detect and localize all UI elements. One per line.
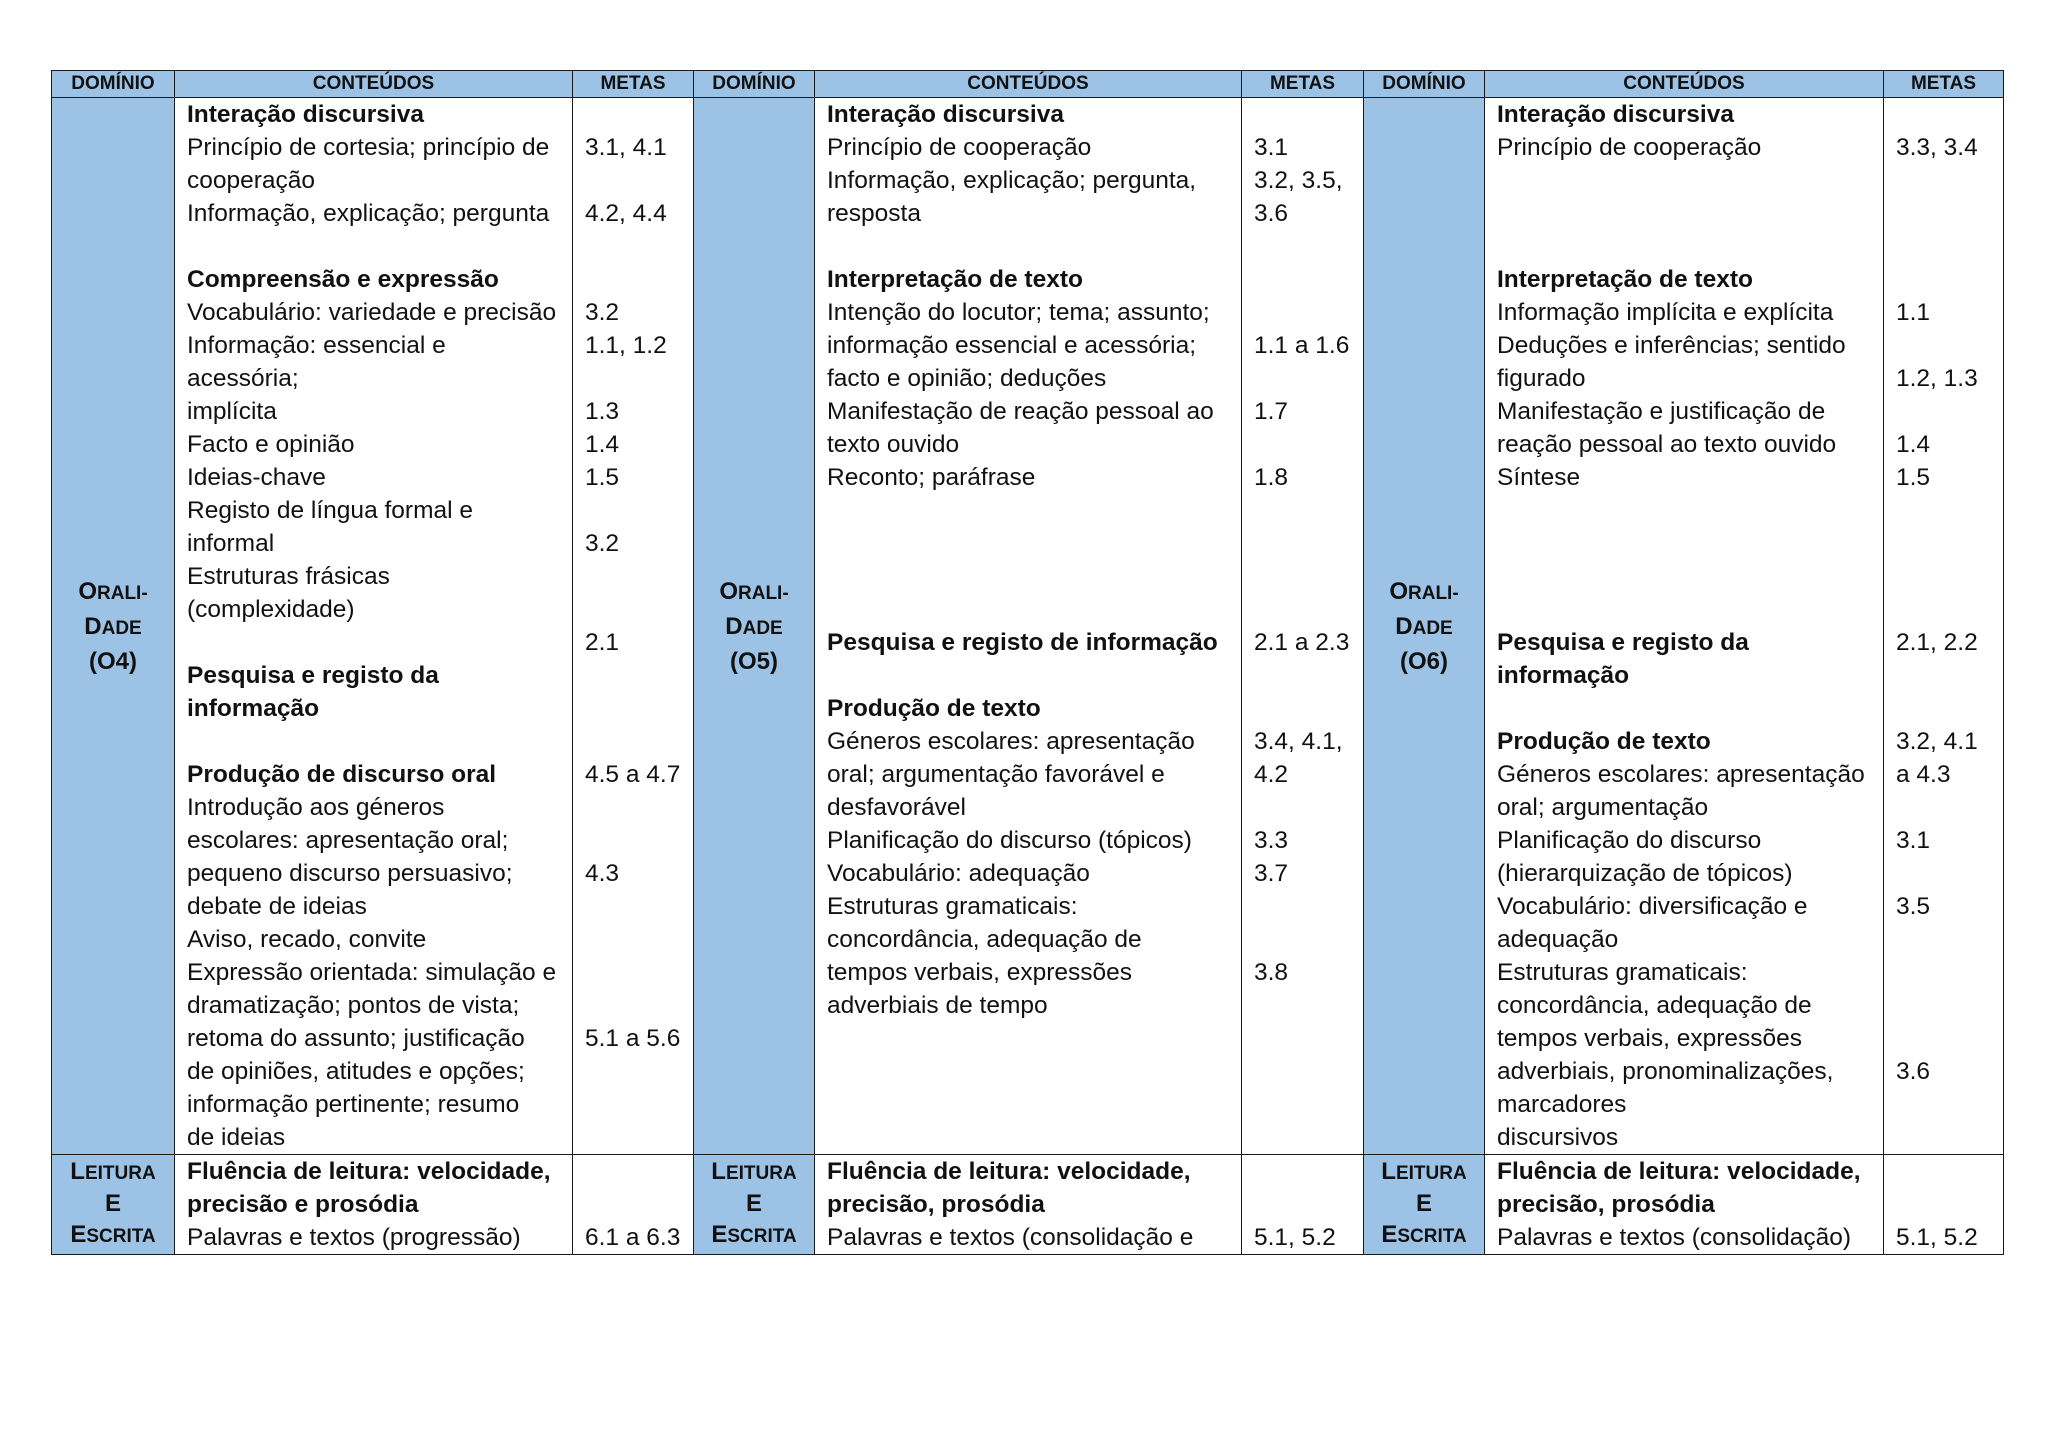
content-line: Princípio de cooperação	[1497, 134, 1762, 161]
content-line: Registo de língua formal e	[187, 497, 473, 524]
content-line: Facto e opinião	[187, 431, 355, 458]
meta-value: 1.3	[585, 398, 620, 425]
meta-value	[585, 923, 685, 956]
meta-value	[1254, 659, 1355, 692]
contents-oralidade-o6	[1485, 98, 1884, 1155]
meta-value: 6.1 a 6.3	[585, 1224, 681, 1251]
meta-value: 3.1	[1254, 134, 1289, 161]
meta-value	[1896, 659, 1995, 692]
content-line: Ideias-chave	[187, 464, 326, 491]
content-line: oral; argumentação favorável e	[827, 761, 1165, 788]
content-line: Palavras e textos (progressão)	[187, 1224, 521, 1251]
domain-label-line: LEITURA	[711, 1158, 797, 1185]
content-line: figurado	[1497, 365, 1586, 392]
content-line: resposta	[827, 200, 921, 227]
domain-label-line: ORALI-	[1389, 577, 1459, 605]
content-line: Vocabulário: adequação	[827, 860, 1090, 887]
header-dominio: DOMÍNIO	[694, 71, 815, 98]
meta-value: 4.2, 4.4	[585, 200, 667, 227]
meta-value: 3.2, 3.5,	[1254, 167, 1343, 194]
section-heading: Interpretação de texto	[1497, 266, 1753, 293]
domain-label-line: ESCRITA	[70, 1221, 156, 1248]
content-line: Vocabulário: variedade e precisão	[187, 299, 557, 326]
section-heading: Produção de texto	[1497, 728, 1711, 755]
content-line: Deduções e inferências; sentido	[1497, 332, 1846, 359]
meta-value	[1254, 593, 1355, 626]
header-row	[52, 71, 2004, 98]
metas-leitura-1	[573, 1155, 694, 1255]
content-line: Síntese	[1497, 464, 1581, 491]
content-line: Palavras e textos (consolidação)	[1497, 1224, 1852, 1251]
domain-label-line: DADE	[84, 612, 142, 640]
meta-value	[1896, 494, 1995, 527]
meta-value	[1896, 1022, 1995, 1055]
content-line	[1497, 692, 1875, 725]
meta-value	[1254, 527, 1355, 560]
contents-oralidade-o4	[175, 98, 573, 1155]
domain-label-line: LEITURA	[1381, 1158, 1467, 1185]
metas-oralidade-o5	[1242, 98, 1364, 1155]
content-line: escolares: apresentação oral;	[187, 827, 509, 854]
content-line: Informação: essencial e acessória;	[187, 332, 453, 392]
meta-value: 1.8	[1254, 464, 1289, 491]
section-heading: Pesquisa e registo de informação	[827, 629, 1218, 656]
header-dominio: DOMÍNIO	[52, 71, 175, 98]
meta-value	[585, 659, 685, 692]
content-line	[1497, 230, 1875, 263]
domain-label-line: DADE	[1395, 612, 1453, 640]
content-line: de opiniões, atitudes e opções;	[187, 1058, 525, 1085]
section-heading: Interação discursiva	[827, 101, 1064, 128]
meta-value	[585, 362, 685, 395]
section-heading: Pesquisa e registo da informação	[187, 662, 446, 722]
section-heading: Fluência de leitura: velocidade,	[187, 1158, 551, 1185]
meta-value: 2.1, 2.2	[1896, 629, 1978, 656]
content-line: informação pertinente; resumo	[187, 1091, 520, 1118]
section-heading: Interpretação de texto	[827, 266, 1083, 293]
meta-value: 1.5	[1896, 464, 1931, 491]
meta-value	[1896, 593, 1995, 626]
content-line: Expressão orientada: simulação e	[187, 959, 557, 986]
meta-value: 4.3	[585, 860, 620, 887]
curriculum-table	[51, 70, 2004, 1255]
domain-label-line: ESCRITA	[711, 1221, 797, 1248]
contents-leitura-1	[175, 1155, 573, 1255]
meta-value: 3.8	[1254, 959, 1289, 986]
meta-value: 3.2, 4.1	[1896, 728, 1978, 755]
section-heading: Produção de texto	[827, 695, 1041, 722]
meta-value	[1896, 1188, 1995, 1221]
metas-leitura-2	[1242, 1155, 1364, 1255]
meta-value	[1896, 692, 1995, 725]
meta-value	[585, 824, 685, 857]
header-metas: METAS	[573, 71, 694, 98]
domain-label-line: E	[104, 1190, 121, 1217]
content-line: Géneros escolares: apresentação	[827, 728, 1195, 755]
meta-value: 5.1 a 5.6	[585, 1025, 681, 1052]
domain-label-line: (O6)	[1399, 647, 1448, 675]
meta-value	[1254, 428, 1355, 461]
meta-value	[585, 989, 685, 1022]
meta-value	[1896, 1155, 1995, 1188]
content-line: facto e opinião; deduções	[827, 365, 1107, 392]
meta-value	[585, 956, 685, 989]
content-line: Introdução aos géneros	[187, 794, 445, 821]
meta-value: 3.1	[1896, 827, 1931, 854]
content-line: Planificação do discurso (tópicos)	[827, 827, 1192, 854]
meta-value	[1254, 890, 1355, 923]
content-line: Informação, explicação; pergunta,	[827, 167, 1197, 194]
meta-value	[1896, 791, 1995, 824]
content-line: Princípio de cortesia; princípio de	[187, 134, 550, 161]
header-conteudos: CONTEÚDOS	[1485, 71, 1884, 98]
meta-value	[1254, 560, 1355, 593]
domain-label-line: ORALI-	[78, 577, 148, 605]
meta-value: 1.4	[585, 431, 620, 458]
content-line	[1497, 527, 1875, 560]
content-line: Informação, explicação; pergunta	[187, 200, 550, 227]
meta-value	[1896, 956, 1995, 989]
content-line: discursivos	[1497, 1124, 1619, 1151]
meta-value	[585, 560, 685, 593]
meta-value	[1896, 1088, 1995, 1121]
domain-label-line: (O4)	[88, 647, 137, 675]
meta-value: 1.5	[585, 464, 620, 491]
content-line: concordância, adequação de	[827, 926, 1142, 953]
content-line: Aviso, recado, convite	[187, 926, 427, 953]
domain-leitura-1	[52, 1155, 175, 1255]
content-line	[1497, 494, 1875, 527]
content-line: dramatização; pontos de vista;	[187, 992, 520, 1019]
meta-value	[585, 263, 685, 296]
meta-value: a 4.3	[1896, 761, 1951, 788]
header-metas: METAS	[1242, 71, 1364, 98]
section-heading: Compreensão e expressão	[187, 266, 499, 293]
content-line: Estruturas gramaticais:	[827, 893, 1078, 920]
content-line	[827, 527, 1233, 560]
meta-value	[1254, 98, 1355, 131]
section-heading: precisão, prosódia	[1497, 1191, 1715, 1218]
domain-label-line: DADE	[725, 612, 783, 640]
meta-value: 3.5	[1896, 893, 1931, 920]
content-line: pequeno discurso persuasivo;	[187, 860, 513, 887]
meta-value: 4.5 a 4.7	[585, 761, 681, 788]
meta-value: 1.2, 1.3	[1896, 365, 1978, 392]
content-line: oral; argumentação	[1497, 794, 1709, 821]
meta-value	[1896, 164, 1995, 197]
content-line: Estruturas gramaticais:	[1497, 959, 1748, 986]
meta-value	[1254, 1188, 1355, 1221]
content-line: (complexidade)	[187, 596, 355, 623]
content-line: marcadores	[1497, 1091, 1627, 1118]
content-line: implícita	[187, 398, 277, 425]
metas-leitura-3	[1884, 1155, 2004, 1255]
section-heading: Fluência de leitura: velocidade,	[827, 1158, 1191, 1185]
content-line: (hierarquização de tópicos)	[1497, 860, 1793, 887]
domain-label-line: E	[745, 1190, 762, 1217]
meta-value	[1254, 1155, 1355, 1188]
meta-value	[585, 890, 685, 923]
content-line: Reconto; paráfrase	[827, 464, 1036, 491]
meta-value	[1896, 560, 1995, 593]
meta-value	[1254, 989, 1355, 1022]
content-line: texto ouvido	[827, 431, 960, 458]
content-line	[827, 593, 1233, 626]
meta-value	[585, 230, 685, 263]
content-line: Princípio de cooperação	[827, 134, 1092, 161]
content-line	[187, 626, 564, 659]
content-line: reação pessoal ao texto ouvido	[1497, 431, 1837, 458]
content-line	[827, 230, 1233, 263]
oralidade-row	[52, 98, 2004, 1155]
header-metas: METAS	[1884, 71, 2004, 98]
meta-value	[585, 1188, 685, 1221]
section-heading: Fluência de leitura: velocidade,	[1497, 1158, 1861, 1185]
meta-value: 1.7	[1254, 398, 1289, 425]
leitura-row	[52, 1155, 2004, 1255]
section-heading: precisão, prosódia	[827, 1191, 1045, 1218]
meta-value: 1.4	[1896, 431, 1931, 458]
content-line: Vocabulário: diversificação e	[1497, 893, 1808, 920]
meta-value	[1254, 263, 1355, 296]
meta-value: 3.1, 4.1	[585, 134, 667, 161]
content-line: de ideias	[187, 1124, 286, 1151]
content-line: retoma do assunto; justificação	[187, 1025, 525, 1052]
meta-value	[1896, 263, 1995, 296]
meta-value: 3.3	[1254, 827, 1289, 854]
meta-value: 1.1	[1896, 299, 1931, 326]
meta-value	[1896, 989, 1995, 1022]
content-line: Estruturas frásicas	[187, 563, 390, 590]
meta-value	[1896, 329, 1995, 362]
meta-value	[1896, 923, 1995, 956]
meta-value: 2.1 a 2.3	[1254, 629, 1350, 656]
meta-value: 3.6	[1896, 1058, 1931, 1085]
content-line	[1497, 593, 1875, 626]
content-line: Géneros escolares: apresentação	[1497, 761, 1865, 788]
meta-value: 3.4, 4.1,	[1254, 728, 1343, 755]
content-line	[1497, 560, 1875, 593]
section-heading: precisão e prosódia	[187, 1191, 419, 1218]
meta-value: 4.2	[1254, 761, 1289, 788]
meta-value: 3.7	[1254, 860, 1289, 887]
section-heading: Interação discursiva	[187, 101, 424, 128]
meta-value	[585, 725, 685, 758]
content-line: tempos verbais, expressões	[1497, 1025, 1803, 1052]
meta-value: 5.1, 5.2	[1254, 1224, 1336, 1251]
domain-label-line: ESCRITA	[1381, 1221, 1467, 1248]
content-line: informação essencial e acessória;	[827, 332, 1197, 359]
meta-value	[1254, 923, 1355, 956]
content-line: debate de ideias	[187, 893, 367, 920]
meta-value	[1254, 362, 1355, 395]
content-line: tempos verbais, expressões	[827, 959, 1133, 986]
meta-value	[1254, 230, 1355, 263]
content-line	[187, 725, 564, 758]
meta-value: 5.1, 5.2	[1896, 1224, 1978, 1251]
contents-leitura-3	[1485, 1155, 1884, 1255]
content-line: adverbiais de tempo	[827, 992, 1048, 1019]
meta-value: 3.6	[1254, 200, 1289, 227]
metas-oralidade-o6	[1884, 98, 2004, 1155]
meta-value	[585, 494, 685, 527]
content-line	[187, 230, 564, 263]
contents-leitura-2	[815, 1155, 1242, 1255]
meta-value	[1254, 692, 1355, 725]
contents-oralidade-o5	[815, 98, 1242, 1155]
meta-value	[1896, 395, 1995, 428]
content-line: Planificação do discurso	[1497, 827, 1762, 854]
meta-value	[1896, 527, 1995, 560]
domain-oralidade-o5	[694, 98, 815, 1155]
meta-value	[1896, 197, 1995, 230]
content-line: desfavorável	[827, 794, 966, 821]
meta-value	[1896, 98, 1995, 131]
meta-value	[1896, 230, 1995, 263]
meta-value: 2.1	[585, 629, 620, 656]
content-line: cooperação	[187, 167, 316, 194]
content-line: Palavras e textos (consolidação e	[827, 1224, 1194, 1251]
content-line: informal	[187, 530, 275, 557]
header-conteudos: CONTEÚDOS	[815, 71, 1242, 98]
section-heading: Produção de discurso oral	[187, 761, 497, 788]
domain-leitura-2	[694, 1155, 815, 1255]
meta-value: 3.2	[585, 530, 620, 557]
header-conteudos: CONTEÚDOS	[175, 71, 573, 98]
content-line	[827, 659, 1233, 692]
meta-value	[585, 164, 685, 197]
meta-value	[1254, 494, 1355, 527]
domain-label-line: ORALI-	[719, 577, 789, 605]
domain-leitura-3	[1364, 1155, 1485, 1255]
meta-value	[1896, 857, 1995, 890]
content-line	[1497, 197, 1875, 230]
meta-value	[585, 1155, 685, 1188]
header-dominio: DOMÍNIO	[1364, 71, 1485, 98]
domain-oralidade-o4	[52, 98, 175, 1155]
meta-value: 3.2	[585, 299, 620, 326]
meta-value	[1254, 791, 1355, 824]
content-line: Manifestação e justificação de	[1497, 398, 1826, 425]
domain-label-line: E	[1415, 1190, 1432, 1217]
meta-value	[585, 98, 685, 131]
content-line: Informação implícita e explícita	[1497, 299, 1834, 326]
content-line: Manifestação de reação pessoal ao	[827, 398, 1214, 425]
content-line: concordância, adequação de	[1497, 992, 1812, 1019]
content-line	[1497, 164, 1875, 197]
section-heading: Interação discursiva	[1497, 101, 1734, 128]
meta-value: 1.1 a 1.6	[1254, 332, 1350, 359]
meta-value	[585, 1055, 685, 1088]
meta-value	[585, 593, 685, 626]
content-line	[827, 494, 1233, 527]
metas-oralidade-o4	[573, 98, 694, 1155]
content-line	[827, 560, 1233, 593]
section-heading: Pesquisa e registo da informação	[1497, 629, 1756, 689]
meta-value: 3.3, 3.4	[1896, 134, 1978, 161]
content-line: Intenção do locutor; tema; assunto;	[827, 299, 1210, 326]
meta-value: 1.1, 1.2	[585, 332, 667, 359]
meta-value	[1254, 296, 1355, 329]
domain-oralidade-o6	[1364, 98, 1485, 1155]
domain-label-line: LEITURA	[70, 1158, 156, 1185]
domain-label-line: (O5)	[729, 647, 778, 675]
content-line: adequação	[1497, 926, 1619, 953]
meta-value	[585, 692, 685, 725]
meta-value	[585, 791, 685, 824]
content-line: adverbiais, pronominalizações,	[1497, 1058, 1834, 1085]
